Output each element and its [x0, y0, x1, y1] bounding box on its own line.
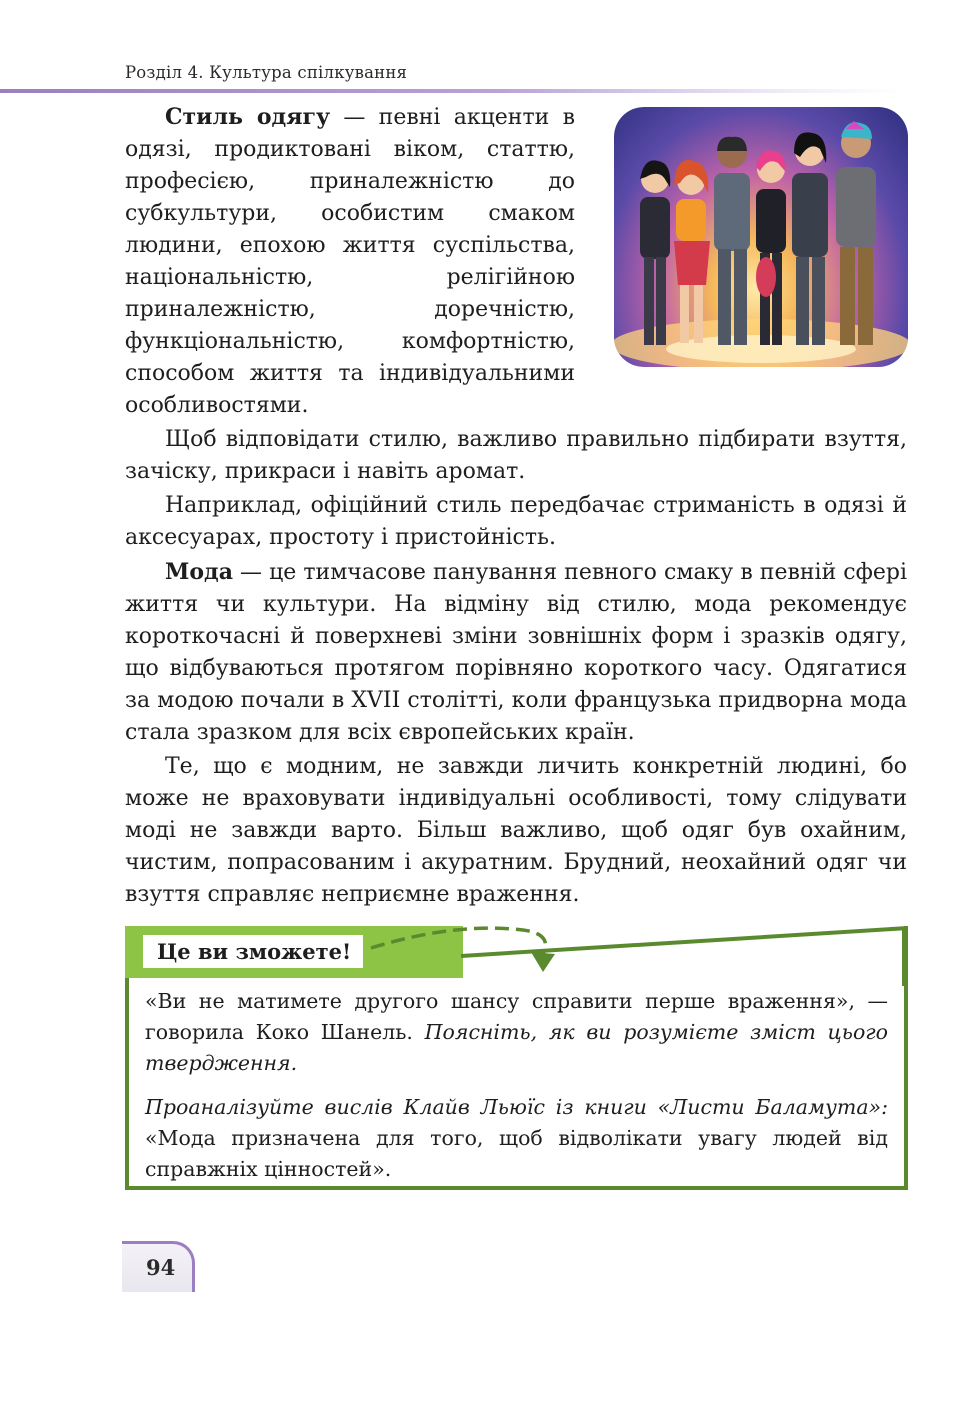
term-fashion: Мода	[165, 559, 233, 585]
running-head: Розділ 4. Культура спілкування	[125, 63, 408, 82]
lewis-quote: «Мода призначена для того, щоб відволікати увагу людей від справжніх цінностей».	[145, 1126, 888, 1181]
dashed-curved-arrow-icon	[125, 926, 908, 986]
page-number-tab	[122, 1241, 195, 1292]
task-box	[125, 926, 908, 1190]
header-rule	[0, 89, 900, 93]
main-text	[125, 101, 907, 911]
page-number: 94	[146, 1255, 176, 1280]
paragraph: Те, що є модним, не завжди личить конкретній людині, бо може не враховувати індивідуальні особливості, тому слідувати моді не завжди варто. Більш важливо, щоб одяг був охайним, чистим, попрасованим і акуратним. Брудний, неохайний одяг чи взуття справляє неприємне враження.	[125, 754, 907, 907]
paragraph-fashion-definition	[125, 556, 907, 749]
term-style: Стиль одягу	[165, 104, 331, 130]
paragraph: Щоб відповідати стилю, важливо правильно підбирати взуття, зачіску, прикраси і навіть аромат.	[125, 427, 907, 484]
task-box-title: Це ви зможете!	[143, 935, 363, 968]
task-item-1	[145, 986, 888, 1079]
chanel-quote: «Ви не матимете другого шансу справити перше враження», — говорила Коко Шанель.	[145, 989, 888, 1044]
illustration-spacer	[575, 101, 907, 419]
task-box-content	[145, 986, 888, 1185]
task-item-2	[145, 1092, 888, 1185]
paragraph-text: — це тимчасове панування певного смаку в певній сфері життя чи культури. На відміну від стилю, мода рекомендує короткочасні й поверхневі зміни зовнішніх форм і зразків одягу, що відбуваються протягом порівняно короткого часу. Одягатися за модою почали в XVII столітті, коли французька придворна мода стала зразком для всіх європейських країн.	[125, 560, 907, 745]
task-instruction: Поясніть, як ви розумієте зміст цього твердження.	[145, 1020, 888, 1075]
paragraph-text: — певні акценти в одязі, продиктовані віком, статтю, професією, приналежністю до субкультури, особистим смаком людини, епохою життя суспільства, національністю, релігійною приналежністю, доречністю, функціональністю, комфортністю, способом життя та індивідуальними особливостями.	[125, 105, 576, 418]
paragraph: Наприклад, офіційний стиль передбачає стриманість в одязі й аксесуарах, простоту і пристойність.	[125, 493, 907, 550]
task-instruction: Проаналізуйте вислів Клайв Льюїс із книги «Листи Баламута»:	[145, 1095, 888, 1119]
